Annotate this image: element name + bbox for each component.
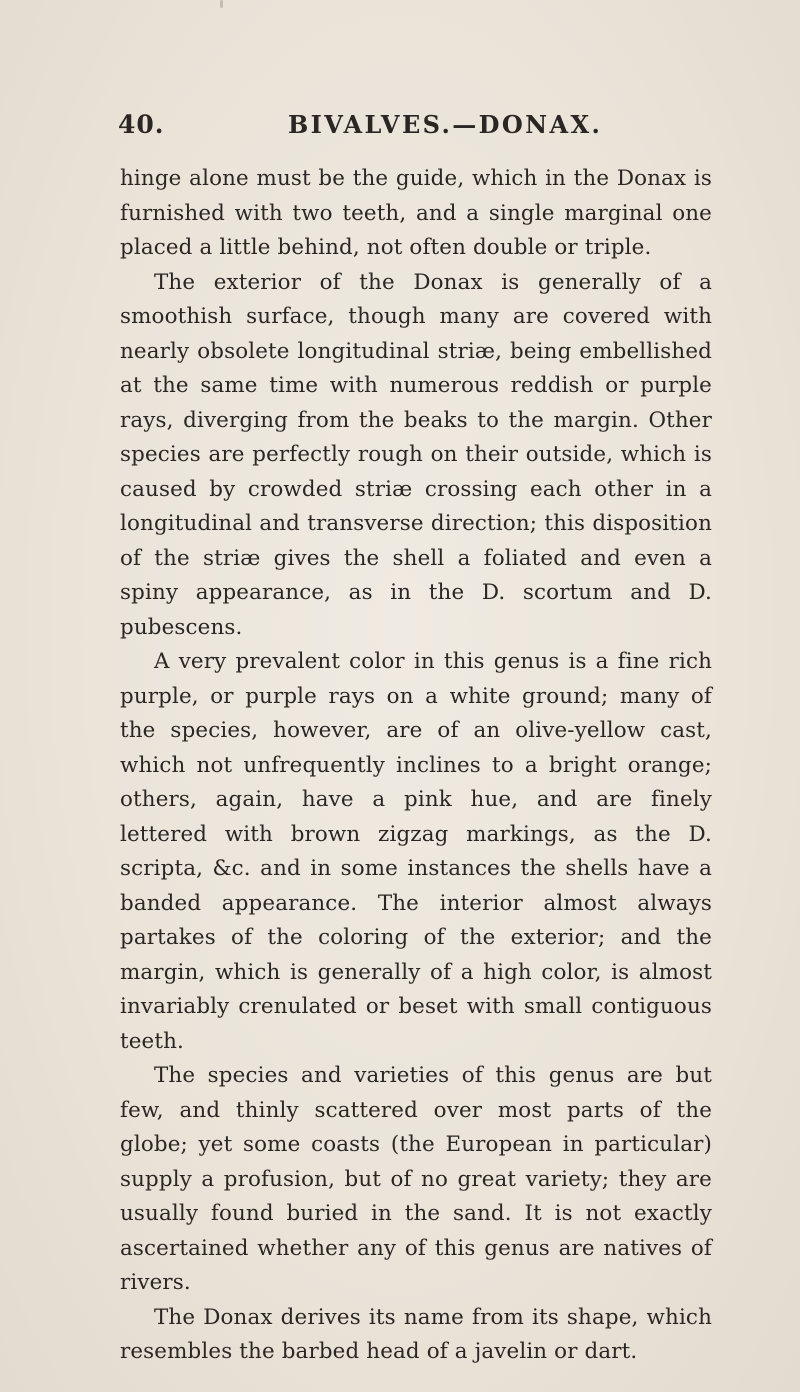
paragraph-color: A very prevalent color in this genus is a fine rich purple, or purple rays on a white ground; many of the species, however, are of an olive-yellow cast, which not unfrequently inclines to a bright orange; others, again, have a pink hue, and are finely lettered with brown zigzag markings, as the D. scripta, &c. and in some instances the shells have a banded appearance. The interior almost always partakes of the coloring of the exterior; and the margin, which is generally of a high color, is almost invariably crenulated or beset with small contiguous teeth.: [120, 649, 712, 1054]
page-header: [118, 110, 718, 150]
running-head: BIVALVES.—DONAX.: [288, 110, 603, 139]
body-text: [120, 162, 712, 1370]
paragraph-exterior: The exterior of the Donax is generally of a smoothish surface, though many are covered with nearly obsolete longitudinal striæ, being embellished at the same time with numerous reddish or purple rays, diverging from the beaks to the margin. Other species are perfectly rough on their outside, which is caused by crowded striæ crossing each other in a longitudinal and transverse direction; this disposition of the striæ gives the shell a foliated and even a spiny appearance, as in the D. scortum and D. pubescens.: [120, 269, 712, 640]
ink-speck: [220, 0, 223, 8]
paragraph-etymology: The Donax derives its name from its shape, which resembles the barbed head of a javelin or dart.: [120, 1304, 712, 1364]
paragraph-continuation: hinge alone must be the guide, which in the Donax is furnished with two teeth, and a single marginal one placed a little behind, not often double or triple.: [120, 166, 712, 260]
paragraph-species: The species and varieties of this genus are but few, and thinly scattered over most parts of the globe; yet some coasts (the European in particular) supply a profusion, but of no great variety; they are usually found buried in the sand. It is not exactly ascertained whether any of this genus are natives of rivers.: [120, 1063, 712, 1295]
page-number: 40.: [118, 110, 165, 139]
